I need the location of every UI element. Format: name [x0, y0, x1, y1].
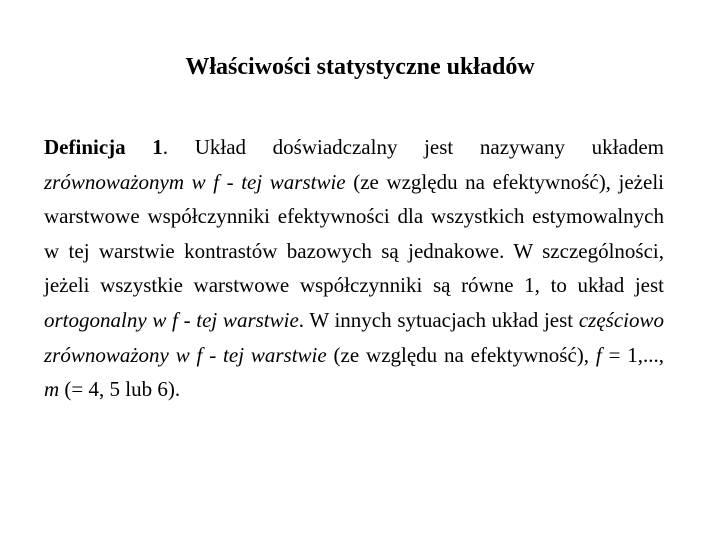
symbol-f: f [595, 342, 602, 367]
definition-label: Definicja 1 [44, 135, 163, 159]
term-balanced: zrównoważonym w f - tej warstwie [44, 169, 346, 194]
definition-text-3: . W innych sytuacjach układ jest [298, 307, 579, 332]
term-partially-balanced: częściowo zrównoważony w f - tej warstwie [44, 307, 664, 367]
term-orthogonal: ortogonalny w f - tej warstwie [44, 307, 299, 332]
definition-paragraph [44, 130, 664, 407]
definition-text-6: (= 4, 5 lub 6). [59, 377, 181, 402]
slide-title: Właściwości statystyczne układów [185, 54, 535, 80]
definition-text-1: . Układ doświadczalny jest nazywany układem [162, 135, 664, 159]
symbol-m: m [44, 377, 60, 402]
definition-text-2: (ze względu na efektywność), jeżeli warstwowe współczynniki efektywności dla wszystkich estymowalnych w tej warstwie kontrastów bazowych są jednakowe. W szczególności, jeżeli wszystkie warstwowe współczynniki są równe 1, to układ jest [44, 169, 664, 298]
definition-text-5: = 1,..., [601, 342, 665, 367]
definition-text-4: (ze względu na efektywność), [326, 342, 596, 367]
